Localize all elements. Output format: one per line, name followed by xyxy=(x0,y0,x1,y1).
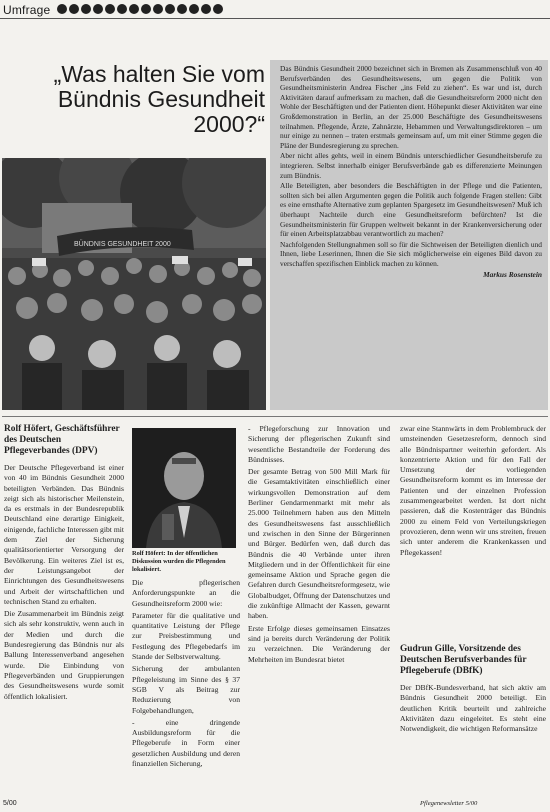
column-hoefert xyxy=(4,424,124,704)
portrait-caption: Rolf Höfert: In der öffentlichen Diskussion wurden die Pflegenden lokalisiert. xyxy=(132,550,226,573)
demonstration-photo xyxy=(2,158,266,410)
header-dot xyxy=(165,4,175,14)
footer-source: Pflegenewsletter 5/00 xyxy=(420,800,478,807)
header-dot xyxy=(153,4,163,14)
column-paragraph: Die Zusammenarbeit im Bündnis zeigt sich als sehr konstruktiv, wenn auch in der Medien und durch die Bundesregierung das Bündnis nur als Ballung Interessenverband angesehen wurde. Die Einbindung von Pflegeverbänden und Gruppierungen des Gesundheitswesens wurde somit öffentlich lokalisiert. xyxy=(4,609,124,701)
rubric-label: Umfrage xyxy=(3,3,51,17)
intro-paragraph: Das Bündnis Gesundheit 2000 bezeichnet sich in Bremen als Zusammenschluß von 40 Berufsverbänden des Gesundheitswesens, um gegen die Politik von Gesundheitsministerin Andrea Fischer „ins Feld zu ziehen“. Es war und ist, durch Aktivitäten darauf aufmerksam zu machen, daß die Gesundheitsreform 2000 nicht den Wohle der Beschäftigten und der Patienten dient. Höhepunkt dieser Aktivitäten war eine Großdemonstration in Berlin, an der 25.000 Beschäftigte des Gesundheitswesens teilnahmen. Pflegende, Ärzte, Zahnärzte, Hebammen und Verwaltungsdirektoren – um nur einige zu nennen – traten erstmals gemeinsam auf, um mit einer Stimme gegen die Pläne der Bundesregierung zu sprechen. xyxy=(280,64,542,150)
header-dot xyxy=(117,4,127,14)
intro-box xyxy=(270,60,548,410)
portrait-illustration xyxy=(132,428,236,548)
column-paragraph: Der gesamte Betrag von 500 Mill Mark für die Gesamtaktivitäten einschließlich einer wirkungsvollen Demonstration auf dem Berliner Gendarmenmarkt mit mehr als 25.000 Teilnehmern haben aus den Mitteln des Gesundheitswesens fast ausschließlich und zwischen in den Sinne der Bürgerinnen und Bürger. Bedürfen wen, daß durch das Bündnis die 40 Verbände unter ihren Mitgliedern und in der Öffentlichkeit für eine gemeinsame Aktion und Sprache gegen die Gefahren durch Gesundheitsreformgesetz, wie Globalbudget, Öffnung der Datenschutzes und die zukünftige Allmacht der Kassen, gewarnt haben. xyxy=(248,467,390,621)
column-paragraph: Erste Erfolge dieses gemeinsamen Einsatzes sind ja bereits durch Veränderung der Politik zu verzeichnen. Die Veränderung der Mehrheiten im Bundesrat bietet xyxy=(248,623,390,664)
headline-line: „Was halten Sie vom xyxy=(53,61,265,87)
column-paragraph: - eine dringende Ausbildungsreform für die Pflegeberufe in Form einer gesetzlichen Ausbildung und deren finanziellen Sicherung, xyxy=(132,717,240,769)
header-dot xyxy=(57,4,67,14)
photo-illustration xyxy=(2,158,266,410)
column-paragraph: Sicherung der ambulanten Pflegeleistung im Sinne des § 37 SGB V als Beitrag zur Reduzierung von Folgebehandlungen, xyxy=(132,664,240,715)
header-dot xyxy=(213,4,223,14)
header-dot xyxy=(69,4,79,14)
column-research xyxy=(248,424,390,667)
speaker-lead-hoefert: Rolf Höfert, Geschäftsführer des Deutschen Pflegeverbandes (DPV) xyxy=(4,424,120,456)
column-paragraph: Der Deutsche Pflegeverband ist einer von 40 im Bündnis Gesundheit 2000 beteiligten Verbänden. Das Bündnis zeigt sich als historischer Meilenstein, da es erstmals in der Bundesrepublik Deutschland eine derartige Einigkeit, einigende, fachliche Interessen gibt mit dem Ziel der Sicherung qualitätsorientierter Versorgung der Bevölkerung. Ein weiteres Ziel ist es, der Leistungsangebot der Einrichtungen des Gesundheitswesens und Arbeit der wirtschaftlichen und technischen Stand zu erhalten. xyxy=(4,463,124,606)
headline-line: 2000?“ xyxy=(193,111,265,137)
intro-paragraph: Nachfolgenden Stellungnahmen soll so für die Sichtweisen der Beteiligten dienlich und Ihnen, liebe Leserinnen, Ihnen die Sie sich möglicherweise ein eigenes Bild davon zu verschaffen spezifischen Einblick machen zu können. xyxy=(280,239,542,268)
intro-author: Markus Rosenstein xyxy=(483,270,542,280)
header-dot xyxy=(189,4,199,14)
headline xyxy=(10,62,265,137)
header-dot xyxy=(129,4,139,14)
header-dot xyxy=(81,4,91,14)
intro-paragraph: Aber nicht alles gehts, weil in einem Bündnis unterschiedlicher Gesundheitsberufe zu integrieren. Selbst innerhalb einiger Berufsverbände gab es differenzierte Meinungen zum Bündnis. xyxy=(280,151,542,180)
portrait-photo xyxy=(132,428,236,548)
section-rule xyxy=(2,416,548,417)
column-paragraph: - Pflegeforschung zur Innovation und Sicherung der pflegerischen Zukunft sind wesentliche Bestandteile der Forderung des Bündnisses. xyxy=(248,424,390,464)
decorative-dots xyxy=(57,4,223,14)
column-continuation xyxy=(400,424,546,560)
header-rule xyxy=(0,18,550,19)
column-paragraph: zwar eine Stannwärts in dem Problembruck der umsteinenden Gesetzesreform, dennoch sind alle Bündnispartner weiterhin gefordert. Als konzentrierte Aktion und für den Fall der Umsetzung der vorliegenden Gesundheitsreform kommt es im Interesse der Patienten und der einzelnen Profession zusammengearbeitet werden. Ist dort nicht passieren, daß die Kostenträger das Bündnis 2000 zu einem Feld von Verteilungskriegen provozieren, denn wenn wir uns streiten, freuen sich unter anderem die Krankenkassen und Pflegekassen! xyxy=(400,424,546,557)
column-demands xyxy=(132,578,240,771)
headline-line: Bündnis Gesundheit xyxy=(57,86,265,112)
column-paragraph: Die pflegerischen Anforderungspunkte an die Gesundheitsreform 2000 wie: xyxy=(132,578,240,608)
header-dot xyxy=(105,4,115,14)
banner-text: BÜNDNIS GESUNDHEIT 2000 xyxy=(74,241,171,248)
header-dot xyxy=(201,4,211,14)
column-paragraph: Der DBfK-Bundesverband, hat sich aktiv am Bündnis Gesundheit 2000 beteiligt. Ein deutlichen Kritik beurteilt und zahlreiche Aktivitäten dazu eingeleitet. Es steht eine Notwendigkeit, die wichtigen Reformansätze xyxy=(400,683,546,734)
page-number: 5/00 xyxy=(3,800,17,807)
speaker-lead-gille: Gudrun Gille, Vorsitzende des Deutschen Berufsverbandes für Pflegeberufe (DBfK) xyxy=(400,644,527,676)
column-gille xyxy=(400,644,546,736)
header-dot xyxy=(93,4,103,14)
header-dot xyxy=(141,4,151,14)
column-paragraph: Parameter für die qualitative und quantitative Leistung der Pflege zur Preisbestimmung und Festlegung des Pflegebedarfs im Stande der Selbstverwaltung. xyxy=(132,610,240,662)
intro-paragraph: Alle Beteiligten, aber besonders die Beschäftigten in der Pflege und die Patienten, sollten sich bei allen Argumenten gegen die Politik auch folgende Fragen stellen: Gibt es eine ernsthafte Alternative zum geplanten Spargesetz im Gesundheitswesen? Muß ich überhaupt Nachteile durch eine Gesundheitsreform befürchten? Ist die Gesundheitsministerin für Gruppen weltweit bekannt in der Krankenversicherung oder für einen Arbeitsplatzabbau verantwortlich zu machen? xyxy=(280,181,542,239)
header-dot xyxy=(177,4,187,14)
